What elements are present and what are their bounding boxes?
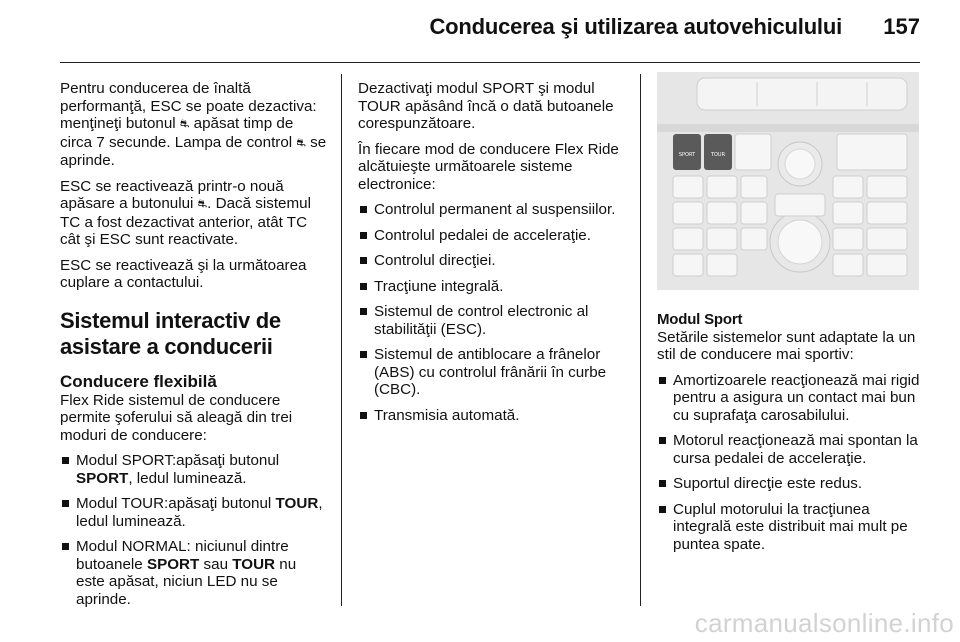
list-item: Transmisia automată. (358, 407, 628, 425)
list-item: Amortizoarele reacţionează mai rigid pentru a asigura un contact mai bun cu suprafaţa carosabilului. (657, 372, 921, 425)
column-2 (358, 80, 628, 432)
console-illustration (657, 72, 919, 290)
list-item: Sistemul de control electronic al stabilităţii (ESC). (358, 303, 628, 338)
paragraph: Setările sistemelor sunt adaptate la un stil de conducere mai sportiv: (657, 328, 916, 363)
list-item: Modul SPORT:apăsaţi butonul SPORT, ledul luminează. (60, 452, 328, 487)
list-item: Suportul direcţie este redus. (657, 475, 921, 493)
mode-heading: Modul Sport (657, 311, 743, 328)
header-divider (60, 62, 920, 63)
paragraph (60, 80, 328, 170)
text: apăsat timp de circa 7 secunde. Lampa de control (60, 115, 294, 151)
list-item: Sistemul de antiblocare a frânelor (ABS) cu controlul frânării în curbe (CBC). (358, 346, 628, 399)
systems-list (358, 201, 628, 424)
paragraph: ESC se reactivează şi la următoarea cuplare a contactului. (60, 256, 307, 291)
console-photo (657, 72, 919, 290)
watermark: carmanualsonline.info (694, 608, 954, 638)
tour-photo-label: TOUR (710, 152, 726, 158)
text: se aprinde. (60, 133, 327, 169)
subsection-heading: Conducere flexibilă (60, 371, 217, 391)
paragraph: În fiecare mod de conducere Flex Ride alcătuieşte următoarele sisteme electronice: (358, 140, 619, 193)
list-item: Cuplul motorului la tracţiunea integrală este distribuit mai mult pe puntea spate. (657, 501, 921, 554)
column-3 (657, 311, 921, 561)
list-item: Controlul direcţiei. (358, 252, 628, 270)
column-divider-2 (640, 74, 641, 606)
esc-off-icon: ⛐ (179, 118, 190, 130)
list-item: Controlul pedalei de acceleraţie. (358, 227, 628, 245)
page-number: 157 (883, 14, 920, 39)
section-heading: Sistemul interactiv de asistare a conducerii (60, 307, 281, 359)
paragraph: Dezactivaţi modul SPORT şi modul TOUR apăsând încă o dată butoanele corespunzătoare. (358, 80, 614, 132)
list-item: Motorul reacţionează mai spontan la cursa pedalei de acceleraţie. (657, 432, 921, 467)
column-1 (60, 80, 328, 616)
sport-photo-label: SPORT (678, 152, 696, 158)
column-divider-1 (341, 74, 342, 606)
list-item: Modul TOUR:apăsaţi butonul TOUR, ledul luminează. (60, 495, 328, 530)
esc-lamp-icon: ⛐ (296, 136, 306, 149)
esc-off-icon: ⛐ (197, 198, 208, 210)
header-title: Conducerea şi utilizarea autovehiculului (429, 14, 842, 39)
paragraph (60, 178, 328, 249)
text: Pentru conducerea de înaltă performanţă, ESC se poate dezactiva: menţineţi butonul (60, 80, 317, 132)
list-item: Tracţiune integrală. (358, 278, 628, 296)
text: ESC se reactivează printr-o nouă apăsare a butonului (60, 177, 284, 212)
list-item: Modul NORMAL: niciunul dintre butoanele SPORT sau TOUR nu este apăsat, niciun LED nu se aprinde. (60, 538, 328, 608)
list-item: Controlul permanent al suspensiilor. (358, 201, 628, 219)
paragraph: Flex Ride sistemul de conducere permite şoferului să aleagă din trei moduri de conducere: (60, 391, 293, 444)
text: . Dacă sistemul TC a fost dezactivat anterior, atât TC cât şi ESC sunt reactivate. (60, 195, 311, 248)
